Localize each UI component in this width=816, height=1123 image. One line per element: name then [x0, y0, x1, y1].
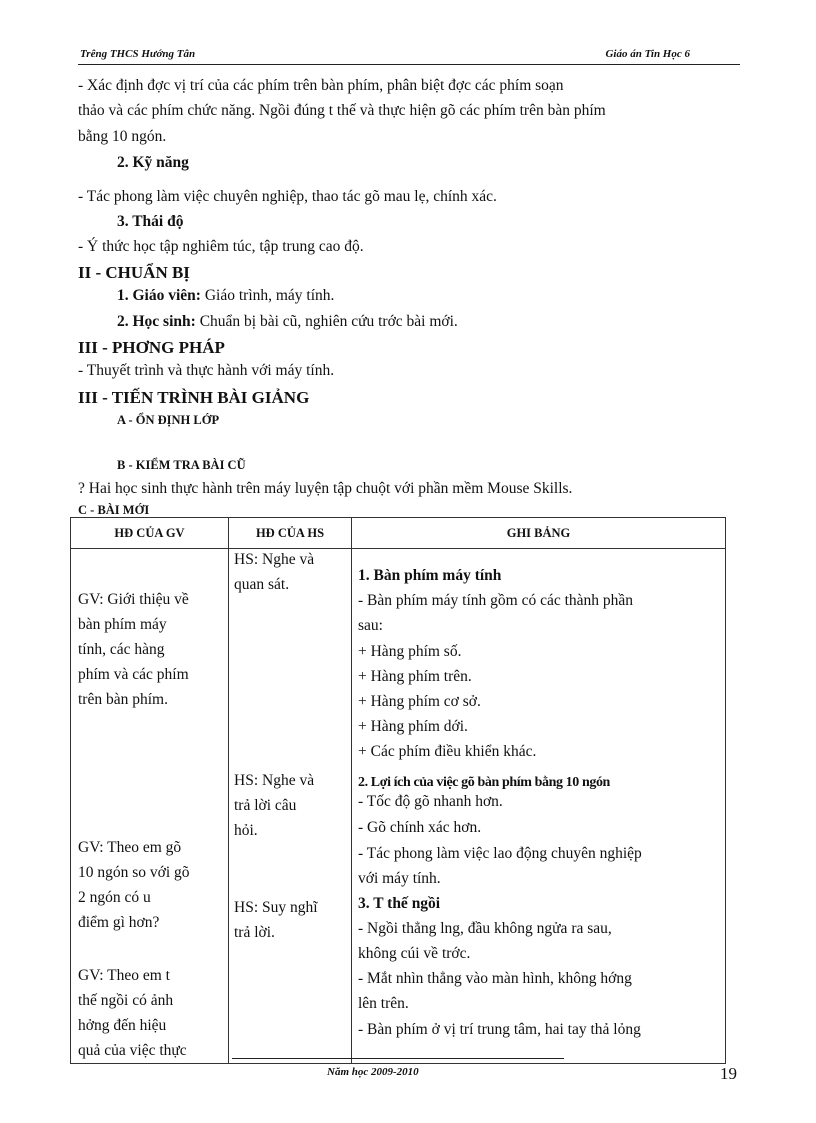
intro-line-2: thảo và các phím chức năng. Ngồi đúng t thế và thực hiện gõ các phím trên bàn phím [78, 102, 606, 119]
ghi-line: - Ngồi thẳng lng, đầu không ngửa ra sau, [358, 920, 612, 937]
school-year: Năm học 2009-2010 [327, 1066, 419, 1078]
process-heading: III - TIẾN TRÌNH BÀI GIẢNG [78, 388, 310, 407]
gv-line: 2 ngón có u [78, 889, 151, 906]
ghi-heading-1: 1. Bàn phím máy tính [358, 567, 502, 584]
attitude-heading: 3. Thái độ [117, 213, 184, 230]
hs-line: trả lời. [234, 924, 275, 941]
gv-line: GV: Giới thiệu về [78, 591, 189, 608]
gv-line: trên bàn phím. [78, 691, 168, 708]
method-text: - Thuyết trình và thực hành với máy tính. [78, 362, 335, 379]
attitude-text: - Ý thức học tập nghiêm túc, tập trung cao độ. [78, 238, 364, 255]
gv-line: tính, các hàng [78, 641, 165, 658]
prep-student-text: Chuẩn bị bài cũ, nghiên cứu trớc bài mới. [195, 313, 458, 330]
hs-line: hỏi. [234, 822, 258, 839]
gv-column [71, 549, 229, 1064]
ghi-line: + Hàng phím dới. [358, 718, 468, 735]
col-header-hs: HĐ CỦA HS [229, 518, 352, 549]
ghi-heading-2: 2. Lợi ích của việc gõ bàn phím bằng 10 ngón [358, 775, 610, 790]
page-footer [232, 1058, 564, 1078]
gv-line: hởng đến hiệu [78, 1017, 167, 1034]
intro-line-1: - Xác định đợc vị trí của các phím trên bàn phím, phân biệt đợc các phím soạn [78, 77, 564, 94]
gv-line: GV: Theo em gõ [78, 839, 182, 856]
section-b: B - KIỂM TRA BÀI CŨ [117, 458, 246, 472]
prep-student [117, 313, 458, 331]
gv-line: điểm gì hơn? [78, 914, 160, 931]
hs-line: HS: Nghe và [234, 551, 315, 568]
col-header-gv: HĐ CỦA GV [71, 518, 229, 549]
school-name: Trêng THCS Hướng Tân [80, 48, 196, 60]
gv-line: bàn phím máy [78, 616, 167, 633]
gv-line: 10 ngón so với gõ [78, 864, 190, 881]
lesson-table [70, 517, 726, 1064]
section-b-text: ? Hai học sinh thực hành trên máy luyện tập chuột với phần mềm Mouse Skills. [78, 480, 573, 497]
ghi-bang-column [352, 549, 726, 1064]
col-header-ghi: GHI BẢNG [352, 518, 726, 549]
gv-line: GV: Theo em t [78, 967, 170, 984]
page-number: 19 [720, 1064, 737, 1083]
ghi-line: - Bàn phím máy tính gồm có các thành phần [358, 592, 634, 609]
ghi-line: sau: [358, 617, 383, 634]
ghi-line: + Các phím điều khiển khác. [358, 743, 537, 760]
prep-teacher-label: 1. Giáo viên: [117, 287, 201, 304]
lesson-plan-title: Giáo án Tin Học 6 [605, 48, 690, 60]
ghi-line: - Gõ chính xác hơn. [358, 819, 482, 836]
prep-student-label: 2. Học sinh: [117, 313, 196, 330]
hs-line: trả lời câu [234, 797, 297, 814]
page-header [78, 48, 740, 65]
hs-line: quan sát. [234, 576, 290, 593]
ghi-line: - Tốc độ gõ nhanh hơn. [358, 793, 503, 810]
ghi-heading-3: 3. T thế ngồi [358, 895, 441, 912]
ghi-line: không cúi về trớc. [358, 945, 471, 962]
ghi-line: + Hàng phím cơ sở. [358, 693, 481, 710]
gv-line: quả của việc thực [78, 1042, 187, 1059]
ghi-line: + Hàng phím số. [358, 643, 462, 660]
ghi-line: - Tác phong làm việc lao động chuyên nghiệp [358, 845, 642, 862]
ghi-line: lên trên. [358, 995, 409, 1012]
prep-heading: II - CHUẨN BỊ [78, 263, 190, 282]
ghi-line: + Hàng phím trên. [358, 668, 472, 685]
section-c: C - BÀI MỚI [78, 503, 150, 517]
intro-line-3: bằng 10 ngón. [78, 128, 167, 145]
hs-line: HS: Nghe và [234, 772, 315, 789]
prep-teacher [117, 287, 334, 305]
hs-column [229, 549, 352, 1064]
section-a: A - ỔN ĐỊNH LỚP [117, 413, 220, 427]
prep-teacher-text: Giáo trình, máy tính. [200, 287, 335, 304]
ghi-line: với máy tính. [358, 870, 441, 887]
hs-line: HS: Suy nghĩ [234, 899, 318, 916]
ghi-line: - Bàn phím ở vị trí trung tâm, hai tay thả lỏng [358, 1021, 641, 1038]
skills-text: - Tác phong làm việc chuyên nghiệp, thao tác gõ mau lẹ, chính xác. [78, 188, 497, 205]
ghi-line: - Mắt nhìn thẳng vào màn hình, không hớng [358, 970, 632, 987]
skills-heading: 2. Kỹ năng [117, 154, 189, 171]
gv-line: phím và các phím [78, 666, 189, 683]
method-heading: III - PHƠNG PHÁP [78, 338, 225, 357]
gv-line: thế ngồi có ảnh [78, 992, 174, 1009]
